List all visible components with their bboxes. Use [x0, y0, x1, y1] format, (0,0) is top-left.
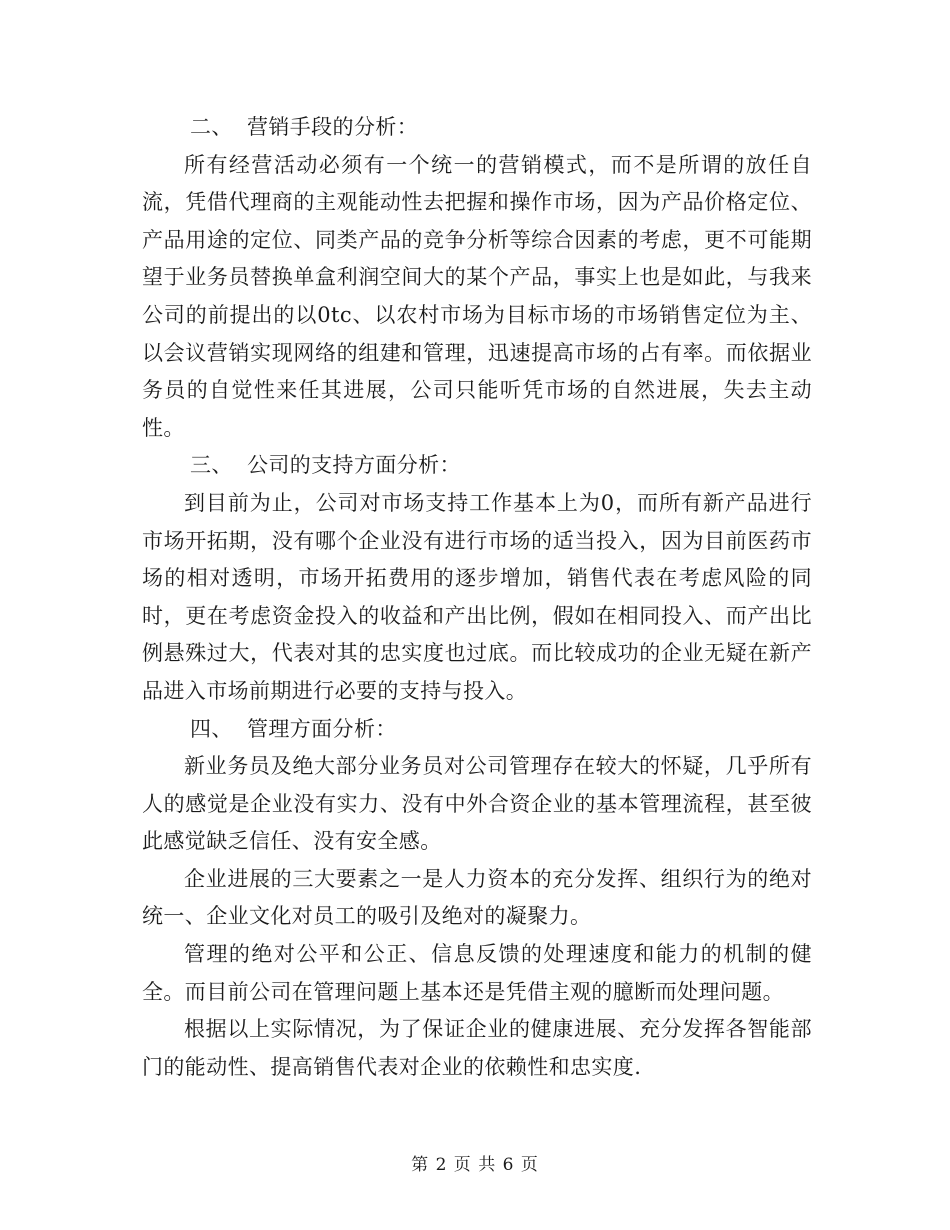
page-footer: 第 2 页 共 6 页 — [411, 1155, 539, 1175]
paragraph-marketing: 所有经营活动必须有一个统一的营销模式，而不是所谓的放任自流，凭借代理商的主观能动性去把握和操作市场，因为产品价格定位、产品用途的定位、同类产品的竞争分析等综合因素的考虑，更不可能期望于业务员替换单盒利润空间大的某个产品，事实上也是如此，与我来公司的前提出的以0tc、以农村市场为目标市场的市场销售定位为主、以会议营销实现网络的组建和管理，迅速提高市场的占有率。而依据业务员的自觉性来任其进展，公司只能听凭市场的自然进展，失去主动性。 — [142, 152, 812, 440]
document-body — [142, 109, 812, 1086]
paragraph-support: 到目前为止，公司对市场支持工作基本上为0，而所有新产品进行市场开拓期，没有哪个企业没有进行市场的适当投入，因为目前医药市场的相对透明，市场开拓费用的逐步增加，销售代表在考虑风险的同时，更在考虑资金投入的收益和产出比例，假如在相同投入、而产出比例悬殊过大，代表对其的忠实度也过底。而比较成功的企业无疑在新产品进入市场前期进行必要的支持与投入。 — [142, 490, 812, 703]
section-heading-management: 四、 管理方面分析： — [190, 716, 397, 741]
paragraph-management-1: 新业务员及绝大部分业务员对公司管理存在较大的怀疑，几乎所有人的感觉是企业没有实力、没有中外合资企业的基本管理流程，甚至彼此感觉缺乏信任、没有安全感。 — [142, 754, 812, 854]
paragraph-management-2: 企业进展的三大要素之一是人力资本的充分发挥、组织行为的绝对统一、企业文化对员工的吸引及绝对的凝聚力。 — [142, 866, 812, 929]
paragraph-management-3: 管理的绝对公平和公正、信息反馈的处理速度和能力的机制的健全。而目前公司在管理问题上基本还是凭借主观的臆断而处理问题。 — [142, 942, 812, 1004]
section-heading-marketing: 二、 营销手段的分析： — [190, 115, 419, 139]
section-heading-support: 三、 公司的支持方面分析： — [190, 453, 461, 478]
paragraph-management-4: 根据以上实际情况，为了保证企业的健康进展、充分发挥各智能部门的能动性、提高销售代表对企业的依赖性和忠实度. — [142, 1017, 812, 1079]
